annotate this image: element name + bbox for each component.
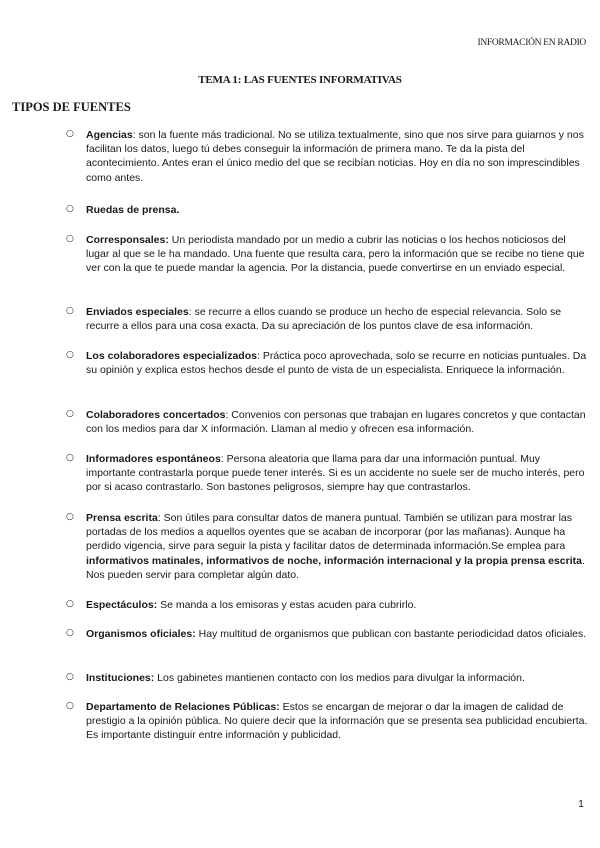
source-entry-text [86, 408, 588, 436]
term-separator: : [132, 129, 136, 141]
source-description: Se manda a los emisoras y estas acuden para cubrirlo. [157, 599, 417, 611]
circle-bullet-icon: ○ [66, 234, 74, 244]
document-title: TEMA 1: LAS FUENTES INFORMATIVAS [198, 74, 402, 86]
source-description: Práctica poco aprovechada, solo se recurre en noticias puntuales. Da su opinión y explica estos hechos desde el punto de vista de un especialista. Enriquece la información. [86, 350, 587, 377]
source-entry-text [86, 305, 588, 333]
circle-bullet-icon: ○ [66, 306, 74, 316]
source-term: Informadores espontáneos [86, 453, 221, 465]
source-description: Son útiles para consultar datos de manera puntual. También se utilizan para mostrar las portadas de los medios a aquellos oyentes que se acaban de incorporar (por las mañanas). Aunque ha perdido vigencia, sirve para seguir la pista y facilitar datos de determinada información.Se emplea para [86, 512, 573, 553]
source-term: Instituciones: [86, 672, 155, 684]
source-term: Agencias [86, 129, 133, 141]
source-entry-text [86, 671, 588, 685]
source-entry-text [86, 598, 588, 612]
source-entry-text [86, 349, 588, 377]
term-separator: : [256, 350, 260, 362]
source-entry-text [86, 233, 588, 276]
source-entry-text [86, 203, 588, 217]
circle-bullet-icon: ○ [66, 628, 74, 638]
source-description-end: . Nos pueden servir para completar algún dato. [86, 554, 585, 581]
term-separator: : [188, 306, 192, 318]
source-description: Estos se encargan de mejorar o dar la imagen de calidad de prestigio a la opinión pública. No quiere decir que la información que se presenta sea publicidad encubierta. Es importante distinguir entre información y publicidad. [86, 701, 588, 742]
circle-bullet-icon: ○ [66, 409, 74, 419]
source-entry-text [86, 700, 588, 743]
term-separator: : [220, 453, 224, 465]
circle-bullet-icon: ○ [66, 701, 74, 711]
source-description: Hay multitud de organismos que publican con bastante periodicidad datos oficiales. [195, 628, 587, 640]
source-emphasis: informativos matinales, informativos de noche, información internacional y la propia prensa escrita [86, 554, 582, 567]
section-heading: TIPOS DE FUENTES [12, 100, 131, 114]
source-entry-text [86, 627, 588, 641]
source-description: Un periodista mandado por un medio a cubrir las noticias o los hechos noticiosos del lugar al que se le ha mandado. Una fuente que resulta cara, pero la información que se recibe no tiene que ver con la que te puede mandar la agencia. Por la distancia, puede convertirse en un enviado especial. [86, 234, 585, 275]
page-number: 1 [578, 798, 584, 810]
circle-bullet-icon: ○ [66, 204, 74, 214]
source-term: Corresponsales: [86, 234, 169, 246]
source-entry-text [86, 452, 588, 495]
source-description: Los gabinetes mantienen contacto con los medios para divulgar la información. [154, 672, 525, 684]
circle-bullet-icon: ○ [66, 672, 74, 682]
running-header: INFORMACIÓN EN RADIO [477, 38, 586, 48]
source-description: se recurre a ellos cuando se produce un hecho de especial relevancia. Solo se recurre a ellos para una cosa exacta. Da su apreciación de los puntos clave de esa información. [86, 306, 562, 333]
term-separator: : [157, 512, 161, 524]
source-term: Espectáculos: [86, 599, 158, 611]
source-term: Departamento de Relaciones Públicas: [86, 701, 280, 713]
source-term: Colaboradores concertados [86, 409, 226, 421]
source-entry-text [86, 511, 588, 582]
source-term: Enviados especiales [86, 306, 189, 318]
circle-bullet-icon: ○ [66, 129, 74, 139]
source-term: Los colaboradores especializados [86, 350, 257, 362]
source-description: son la fuente más tradicional. No se utiliza textualmente, sino que nos sirve para guiarnos y nos facilitan los datos, luego tú debes conseguir la información de primera mano. Te da la pista del acontecimiento. Antes eran el único medio del que se recibían noticias. Hoy en día no son imprescindibles como antes. [86, 129, 584, 184]
circle-bullet-icon: ○ [66, 350, 74, 360]
source-term: Organismos oficiales: [86, 628, 196, 640]
source-term: Prensa escrita [86, 512, 158, 524]
circle-bullet-icon: ○ [66, 453, 74, 463]
circle-bullet-icon: ○ [66, 599, 74, 609]
source-description: Persona aleatoria que llama para dar una información puntual. Muy importante contrastarla porque puede tener interés. Si es un accidente no suele ser de mucho interés, pero por si acaso contrastarlo. Son bastones peligrosos, siempre hay que contrastarlos. [86, 453, 585, 494]
circle-bullet-icon: ○ [66, 512, 74, 522]
source-entry-text [86, 128, 588, 185]
source-description: Convenios con personas que trabajan en lugares concretos y que contactan con los medios para dar X información. Llaman al medio y ofrecen esa información. [86, 409, 586, 436]
term-separator: : [225, 409, 229, 421]
source-term: Ruedas de prensa. [86, 204, 180, 216]
